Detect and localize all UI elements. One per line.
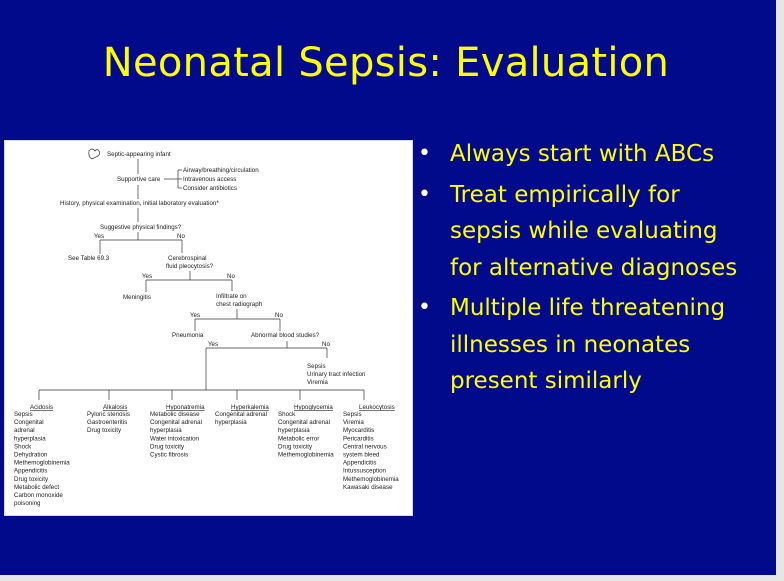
column-heading: Hypoglycemia [294, 404, 333, 411]
differential-item: Pericarditis [343, 435, 374, 443]
bullet-line: Multiple life threatening [450, 295, 726, 321]
differential-item: hyperplasia [14, 435, 46, 443]
bullet-line: for alternative diagnoses [450, 254, 738, 281]
no-label: No [275, 312, 283, 319]
infant-icon [89, 149, 100, 159]
bullet-item [418, 290, 774, 400]
differential-item: Pyloric stenosis [87, 411, 130, 418]
supportive-care-node: Supportive care [117, 176, 161, 183]
bullet-dot-icon: • [418, 141, 431, 166]
yes-label: Yes [142, 273, 153, 280]
column-heading: Hyponatremia [166, 404, 205, 411]
column-heading: Alkalosis [103, 404, 128, 411]
yes-label: Yes [94, 233, 105, 240]
column-heading: Acidosis [30, 404, 54, 411]
supportive-care-item: Consider antibiotics [183, 185, 237, 192]
window-edge-bottom [0, 575, 784, 581]
differential-item: Drug toxicity [150, 443, 185, 451]
chest-radiograph-question: chest radiograph [216, 301, 263, 308]
pneumonia-node: Pneumonia [172, 332, 204, 339]
differential-item: Water intoxication [150, 435, 199, 443]
differential-item: system bleed [343, 451, 380, 459]
differential-item: Appendicitis [343, 459, 377, 467]
differential-item: Drug toxicity [87, 427, 122, 435]
window-edge-right [776, 0, 784, 581]
evaluation-flowchart [4, 140, 413, 516]
differential-item: Methemoglobinemia [343, 475, 399, 483]
column-heading: Hyperkalemia [231, 404, 269, 411]
blood-studies-question: Abnormal blood studies? [251, 332, 320, 339]
differential-item: Cystic fibrosis [150, 451, 189, 459]
differential-item: adrenal [14, 427, 35, 435]
differential-item: Congenital adrenal [215, 411, 267, 418]
no-label: No [227, 273, 235, 280]
bullet-dot-icon: • [418, 295, 431, 320]
differential-item: Viremia [343, 419, 364, 427]
sepsis-node-item: Viremia [307, 379, 328, 386]
differential-item: Appendicitis [14, 467, 48, 475]
flowchart-svg [5, 141, 414, 517]
sepsis-node-item: Urinary tract infection [307, 371, 366, 378]
bullet-list [418, 136, 774, 400]
differential-item: Drug toxicity [14, 475, 49, 483]
differential-item: Methemoglobinemia [278, 451, 334, 459]
csf-question: fluid pleocytosis? [166, 263, 214, 270]
no-label: No [177, 233, 185, 240]
bullet-dot-icon: • [418, 181, 431, 207]
differential-item: poisoning [14, 500, 41, 508]
bullet-item [418, 177, 774, 287]
differential-item: hyperplasia [150, 427, 182, 435]
bullet-line: illnesses in neonates [450, 331, 691, 358]
differential-item: Metabolic defect [14, 483, 60, 491]
differential-item: hyperplasia [215, 419, 247, 427]
differential-item: Metabolic error [278, 435, 320, 443]
differential-item: Metabolic disease [150, 411, 200, 418]
differential-item: Intussusception [343, 467, 386, 475]
chest-radiograph-question: Infiltrate on [216, 293, 247, 300]
differential-item: Sepsis [343, 411, 362, 418]
supportive-care-item: Airway/breathing/circulation [183, 167, 259, 174]
no-label: No [322, 341, 330, 348]
differential-item: Dehydration [14, 451, 48, 459]
differential-item: Congenital adrenal [150, 419, 202, 427]
bullet-line: Treat empirically for [450, 181, 680, 208]
csf-question: Cerebrospinal [168, 255, 207, 262]
differential-item: Shock [278, 411, 296, 418]
differential-item: Methemoglobinemia [14, 459, 70, 467]
physical-findings-question: Suggestive physical findings? [100, 224, 182, 231]
history-exam-node: History, physical examination, initial laboratory evaluation* [60, 200, 219, 207]
yes-label: Yes [208, 341, 219, 348]
supportive-care-item: Intravenous access [183, 176, 237, 183]
column-heading: Leukocytosis [359, 404, 395, 411]
differential-item: Gastroenteritis [87, 419, 128, 427]
differential-item: hyperplasia [278, 427, 310, 435]
meningitis-node: Meningitis [123, 294, 151, 301]
bullet-item [418, 136, 774, 173]
differential-item: Congenital [14, 419, 44, 427]
bullet-line: sepsis while evaluating [450, 218, 718, 244]
differential-item: Central nervous [343, 443, 387, 451]
differential-item: Sepsis [14, 411, 33, 418]
differential-item: Carbon monoxide [14, 492, 63, 499]
differential-item: Drug toxicity [278, 443, 313, 451]
differential-item: Kawasaki disease [343, 483, 393, 491]
differential-item: Shock [14, 443, 32, 451]
differential-item: Myocarditis [343, 427, 375, 435]
see-table-node: See Table 69.3 [68, 255, 110, 262]
bullet-line: Always start with ABCs [450, 141, 715, 167]
start-node: Septic-appearing infant [107, 151, 171, 158]
sepsis-node-item: Sepsis [307, 363, 326, 370]
bullet-line: present similarly [450, 368, 642, 394]
yes-label: Yes [190, 312, 201, 319]
differential-item: Congenital adrenal [278, 419, 330, 427]
slide-title: Neonatal Sepsis: Evaluation [102, 40, 670, 86]
